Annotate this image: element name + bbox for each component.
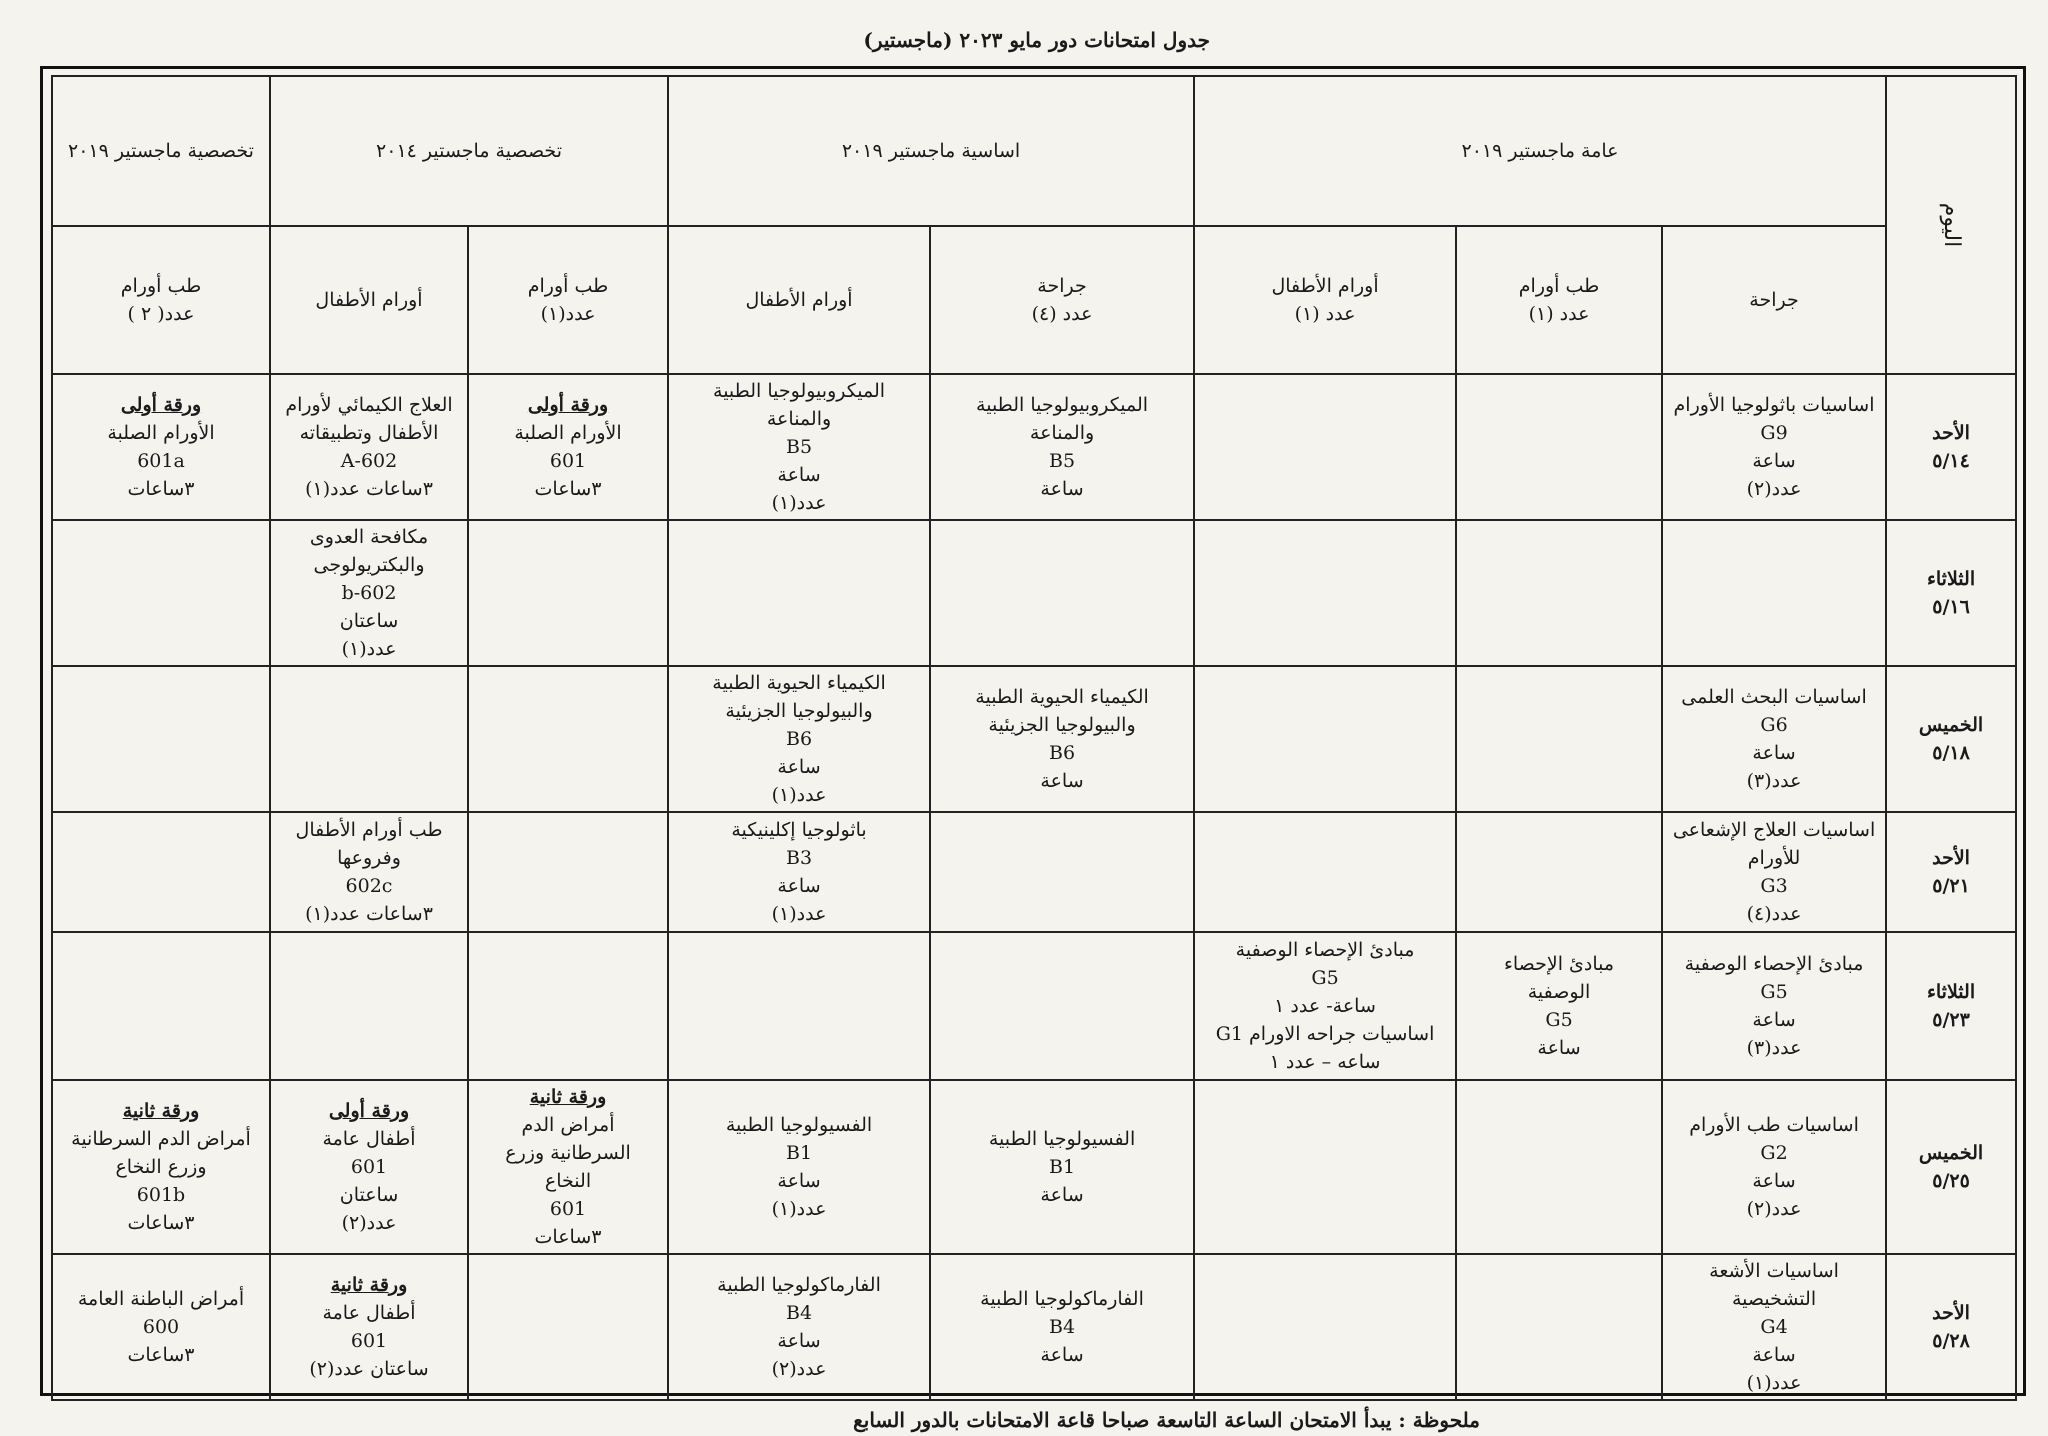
corner-label: اليوم xyxy=(1939,202,1965,248)
exam-line: عدد(٢) xyxy=(1746,1198,1802,1220)
exam-cell xyxy=(468,374,668,520)
schedule-row xyxy=(52,932,2016,1080)
sub-header xyxy=(930,226,1194,374)
exam-line: ساعتان عدد(٢) xyxy=(309,1358,429,1380)
exam-line: ٣ساعات xyxy=(127,478,195,500)
sub-header-line: طب أورام xyxy=(1518,275,1600,297)
group-header-label: عامة ماجستير ٢٠١٩ xyxy=(1461,140,1619,162)
exam-line: عدد(١) xyxy=(1746,1372,1802,1394)
exam-cell xyxy=(1456,1254,1662,1400)
exam-line: الكيمياء الحيوية الطبية xyxy=(712,672,886,694)
exam-line: G2 xyxy=(1760,1142,1788,1164)
exam-cell xyxy=(668,812,930,932)
exam-line: للأورام xyxy=(1747,847,1801,869)
exam-line: ٣ساعات xyxy=(127,1212,195,1234)
day-name: الثلاثاء xyxy=(1926,981,1976,1003)
schedule-row xyxy=(52,666,2016,812)
exam-cell xyxy=(668,374,930,520)
exam-cell xyxy=(668,1080,930,1254)
exam-line: B1 xyxy=(1049,1156,1076,1178)
exam-line: اساسيات طب الأورام xyxy=(1689,1114,1859,1136)
day-cell xyxy=(1886,932,2016,1080)
exam-line: ساعة xyxy=(1040,770,1084,792)
sub-header xyxy=(468,226,668,374)
exam-line: B1 xyxy=(785,1142,813,1164)
exam-cell xyxy=(1456,812,1662,932)
exam-cell xyxy=(468,666,668,812)
exam-line: G3 xyxy=(1760,875,1788,897)
exam-line: اساسيات العلاج الإشعاعى xyxy=(1672,819,1876,841)
exam-line: ساعة xyxy=(1537,1037,1581,1059)
exam-cell xyxy=(52,812,270,932)
sub-header-line: أورام الأطفال xyxy=(745,289,853,311)
day-cell xyxy=(1886,812,2016,932)
exam-cell xyxy=(930,666,1194,812)
sub-header-line: طب أورام xyxy=(527,275,609,297)
exam-cell xyxy=(1662,932,1886,1080)
exam-line: الكيمياء الحيوية الطبية xyxy=(975,686,1149,708)
exam-line: 602-b xyxy=(341,582,397,604)
exam-line: عدد(١) xyxy=(771,784,827,806)
paper-label: ورقة أولى xyxy=(527,394,609,416)
exam-cell xyxy=(468,520,668,666)
exam-cell xyxy=(468,1254,668,1400)
exam-line: B5 xyxy=(1049,450,1076,472)
exam-line: مبادئ الإحصاء الوصفية xyxy=(1235,939,1415,961)
exam-line: عدد(٢) xyxy=(1746,478,1802,500)
exam-line: وفروعها xyxy=(337,847,401,869)
exam-line: ٣ساعات عدد(١) xyxy=(305,903,433,925)
exam-line: أطفال عامة xyxy=(322,1128,416,1150)
exam-line: اساسيات جراحه الاورام G1 xyxy=(1215,1023,1435,1045)
exam-cell xyxy=(270,666,468,812)
exam-line: الأورام الصلبة xyxy=(514,422,622,444)
exam-cell xyxy=(1456,932,1662,1080)
day-name: الخميس xyxy=(1918,714,1984,736)
exam-line: 601 xyxy=(549,1198,587,1220)
sub-header-line: جراحة xyxy=(1749,289,1799,311)
exam-line: B4 xyxy=(1049,1316,1076,1338)
exam-cell xyxy=(1194,520,1456,666)
exam-line: ساعة xyxy=(1752,450,1796,472)
exam-line: مبادئ الإحصاء xyxy=(1503,953,1615,975)
exam-line: الأطفال وتطبيقاته xyxy=(299,422,439,444)
exam-line: ساعتان xyxy=(339,610,399,632)
exam-line: B6 xyxy=(785,728,813,750)
exam-cell xyxy=(1456,1080,1662,1254)
exam-cell xyxy=(668,932,930,1080)
schedule-frame xyxy=(40,66,2026,1396)
day-date: ٥/١٨ xyxy=(1932,742,1970,764)
exam-cell xyxy=(930,374,1194,520)
day-date: ٥/٢٣ xyxy=(1932,1009,1970,1031)
exam-cell xyxy=(1662,374,1886,520)
exam-line: عدد(١) xyxy=(771,492,827,514)
footer-note: ملحوظة : يبدأ الامتحان الساعة التاسعة صباحا قاعة الامتحانات بالدور السابع xyxy=(853,1408,1480,1432)
exam-line: الأورام الصلبة xyxy=(107,422,215,444)
exam-cell xyxy=(52,1254,270,1400)
exam-line: G6 xyxy=(1760,714,1788,736)
exam-line: ساعة xyxy=(777,1170,821,1192)
exam-line: عدد(١) xyxy=(771,1198,827,1220)
exam-line: عدد(١) xyxy=(771,903,827,925)
exam-cell xyxy=(1662,1080,1886,1254)
exam-line: 601a xyxy=(137,450,185,472)
exam-line: اساسيات البحث العلمى xyxy=(1681,686,1867,708)
exam-line: G5 xyxy=(1311,967,1339,989)
exam-line: النخاع xyxy=(544,1170,592,1192)
sub-header-line: عدد (١) xyxy=(1294,303,1356,325)
exam-line: 600 xyxy=(142,1316,180,1338)
exam-cell xyxy=(930,1254,1194,1400)
schedule-body xyxy=(52,76,2016,1400)
exam-cell xyxy=(1194,932,1456,1080)
exam-line: 602c xyxy=(345,875,393,897)
group-header xyxy=(668,76,1194,226)
exam-line: أطفال عامة xyxy=(322,1302,416,1324)
exam-line: والبكتريولوجى xyxy=(313,554,425,576)
exam-cell xyxy=(52,374,270,520)
exam-line: الفسيولوجيا الطبية xyxy=(988,1128,1136,1150)
exam-line: B4 xyxy=(785,1302,813,1324)
exam-cell xyxy=(1194,374,1456,520)
exam-cell xyxy=(1456,666,1662,812)
sub-header-row xyxy=(52,226,2016,374)
exam-line: أمراض الدم السرطانية xyxy=(71,1128,251,1150)
exam-line: الفسيولوجيا الطبية xyxy=(725,1114,873,1136)
exam-line: مبادئ الإحصاء الوصفية xyxy=(1684,953,1864,975)
exam-line: ساعة xyxy=(1040,1184,1084,1206)
day-name: الأحد xyxy=(1932,422,1970,444)
paper-label: ورقة ثانية xyxy=(529,1086,607,1108)
day-date: ٥/٢١ xyxy=(1932,875,1970,897)
paper-label: ورقة أولى xyxy=(120,394,202,416)
exam-cell xyxy=(668,1254,930,1400)
exam-line: ساعه – عدد ١ xyxy=(1269,1051,1381,1073)
exam-line: باثولوجيا إكلينيكية xyxy=(731,819,867,841)
sub-header-line: عدد (١) xyxy=(1528,303,1590,325)
exam-line: اساسيات باثولوجيا الأورام xyxy=(1673,394,1875,416)
exam-line: ساعة xyxy=(1752,1009,1796,1031)
day-cell xyxy=(1886,520,2016,666)
schedule-table xyxy=(51,75,2017,1401)
exam-cell xyxy=(52,1080,270,1254)
schedule-row xyxy=(52,812,2016,932)
exam-line: عدد(٤) xyxy=(1746,903,1802,925)
sub-header xyxy=(1662,226,1886,374)
exam-cell xyxy=(668,666,930,812)
day-name: الخميس xyxy=(1918,1142,1984,1164)
day-cell xyxy=(1886,1080,2016,1254)
document-title: جدول امتحانات دور مايو ٢٠٢٣ (ماجستير) xyxy=(863,28,1210,52)
exam-line: ٣ساعات xyxy=(127,1344,195,1366)
exam-cell xyxy=(468,932,668,1080)
group-header-label: تخصصية ماجستير ٢٠١٩ xyxy=(68,140,254,162)
sub-header xyxy=(1194,226,1456,374)
exam-cell xyxy=(930,812,1194,932)
exam-line: الوصفية xyxy=(1527,981,1591,1003)
exam-cell xyxy=(1662,1254,1886,1400)
exam-line: ساعتان xyxy=(339,1184,399,1206)
exam-cell xyxy=(468,1080,668,1254)
sub-header-line: جراحة xyxy=(1037,275,1087,297)
sub-header-line: طب أورام xyxy=(120,275,202,297)
exam-line: طب أورام الأطفال xyxy=(295,819,443,841)
exam-cell xyxy=(52,666,270,812)
exam-line: ساعة xyxy=(1040,1344,1084,1366)
exam-line: والبيولوجيا الجزيئية xyxy=(725,700,873,722)
exam-line: عدد(٣) xyxy=(1746,770,1802,792)
exam-line: G5 xyxy=(1760,981,1788,1003)
exam-line: G4 xyxy=(1760,1316,1788,1338)
sub-header xyxy=(668,226,930,374)
exam-line: عدد(٢) xyxy=(771,1358,827,1380)
exam-line: ساعة xyxy=(777,464,821,486)
exam-cell xyxy=(52,520,270,666)
exam-line: عدد(٢) xyxy=(341,1212,397,1234)
exam-line: الميكروبيولوجيا الطبية xyxy=(713,380,886,402)
exam-line: 601 xyxy=(350,1330,388,1352)
exam-line: 601 xyxy=(549,450,587,472)
day-date: ٥/٢٥ xyxy=(1932,1170,1970,1192)
exam-line: عدد(١) xyxy=(341,638,397,660)
sub-header-line: عدد (٤) xyxy=(1031,303,1093,325)
sub-header-line: أورام الأطفال xyxy=(315,289,423,311)
group-header xyxy=(1194,76,1886,226)
exam-line: 602-A xyxy=(340,450,398,472)
exam-line: اساسيات الأشعة xyxy=(1709,1260,1839,1282)
group-header-row xyxy=(52,76,2016,226)
exam-line: B5 xyxy=(785,436,813,458)
exam-line: مكافحة العدوى xyxy=(309,526,429,548)
exam-cell xyxy=(270,932,468,1080)
exam-cell xyxy=(668,520,930,666)
exam-line: 601 xyxy=(350,1156,388,1178)
exam-cell xyxy=(270,1254,468,1400)
exam-line: التشخيصية xyxy=(1731,1288,1817,1310)
exam-line: العلاج الكيمائي لأورام xyxy=(285,394,453,416)
exam-line: ساعة xyxy=(777,756,821,778)
exam-line: وزرع النخاع xyxy=(115,1156,207,1178)
exam-line: ٣ساعات xyxy=(534,1226,602,1248)
exam-line: ٣ساعات عدد(١) xyxy=(305,478,433,500)
exam-line: ساعة xyxy=(777,875,821,897)
exam-cell xyxy=(270,520,468,666)
exam-line: B6 xyxy=(1049,742,1076,764)
exam-cell xyxy=(1456,374,1662,520)
day-date: ٥/٢٨ xyxy=(1932,1330,1970,1352)
exam-cell xyxy=(270,812,468,932)
schedule-row xyxy=(52,1080,2016,1254)
paper-label: ورقة ثانية xyxy=(330,1274,408,1296)
exam-line: ساعة xyxy=(1040,478,1084,500)
day-name: الأحد xyxy=(1932,1302,1970,1324)
exam-cell xyxy=(930,520,1194,666)
exam-line: السرطانية وزرع xyxy=(505,1142,631,1164)
exam-line: والبيولوجيا الجزيئية xyxy=(988,714,1136,736)
exam-line: ساعة xyxy=(1752,1344,1796,1366)
day-date: ٥/١٦ xyxy=(1932,596,1970,618)
day-cell xyxy=(1886,666,2016,812)
exam-line: الفارماكولوجيا الطبية xyxy=(717,1274,881,1296)
exam-line: الميكروبيولوجيا الطبية xyxy=(976,394,1149,416)
exam-cell xyxy=(1194,666,1456,812)
group-header-label: اساسية ماجستير ٢٠١٩ xyxy=(841,140,1021,162)
day-name: الثلاثاء xyxy=(1926,568,1976,590)
exam-line: ساعة xyxy=(1752,1170,1796,1192)
exam-cell xyxy=(468,812,668,932)
exam-line: 601b xyxy=(136,1184,186,1206)
exam-line: ساعة- عدد ١ xyxy=(1274,995,1376,1017)
day-cell xyxy=(1886,1254,2016,1400)
sub-header-line: عدد( ٢ ) xyxy=(127,303,195,325)
exam-line: أمراض الباطنة العامة xyxy=(77,1288,245,1310)
schedule-row xyxy=(52,520,2016,666)
day-date: ٥/١٤ xyxy=(1932,450,1970,472)
exam-cell xyxy=(930,1080,1194,1254)
schedule-row xyxy=(52,1254,2016,1400)
paper-label: ورقة ثانية xyxy=(122,1100,200,1122)
paper-label: ورقة أولى xyxy=(328,1100,410,1122)
exam-line: G5 xyxy=(1545,1009,1573,1031)
exam-line: B3 xyxy=(785,847,813,869)
exam-line: الفارماكولوجيا الطبية xyxy=(980,1288,1144,1310)
exam-cell xyxy=(1662,812,1886,932)
exam-line: والمناعة xyxy=(1029,422,1095,444)
schedule-row xyxy=(52,374,2016,520)
exam-line: ٣ساعات xyxy=(534,478,602,500)
exam-cell xyxy=(270,374,468,520)
exam-cell xyxy=(1456,520,1662,666)
sub-header xyxy=(270,226,468,374)
exam-cell xyxy=(1662,520,1886,666)
group-header xyxy=(52,76,270,226)
corner-cell xyxy=(1886,76,2016,374)
exam-cell xyxy=(1662,666,1886,812)
exam-line: ساعة xyxy=(1752,742,1796,764)
group-header xyxy=(270,76,668,226)
sub-header-line: عدد(١) xyxy=(540,303,596,325)
exam-line: عدد(٣) xyxy=(1746,1037,1802,1059)
exam-cell xyxy=(1194,1080,1456,1254)
exam-line: والمناعة xyxy=(766,408,832,430)
exam-line: ساعة xyxy=(777,1330,821,1352)
day-name: الأحد xyxy=(1932,847,1970,869)
exam-cell xyxy=(1194,1254,1456,1400)
sub-header xyxy=(52,226,270,374)
sub-header-line: أورام الأطفال xyxy=(1271,275,1379,297)
exam-line: G9 xyxy=(1760,422,1788,444)
exam-line: أمراض الدم xyxy=(521,1114,615,1136)
group-header-label: تخصصية ماجستير ٢٠١٤ xyxy=(376,140,562,162)
sub-header xyxy=(1456,226,1662,374)
day-cell xyxy=(1886,374,2016,520)
exam-cell xyxy=(1194,812,1456,932)
exam-cell xyxy=(270,1080,468,1254)
exam-cell xyxy=(930,932,1194,1080)
exam-cell xyxy=(52,932,270,1080)
